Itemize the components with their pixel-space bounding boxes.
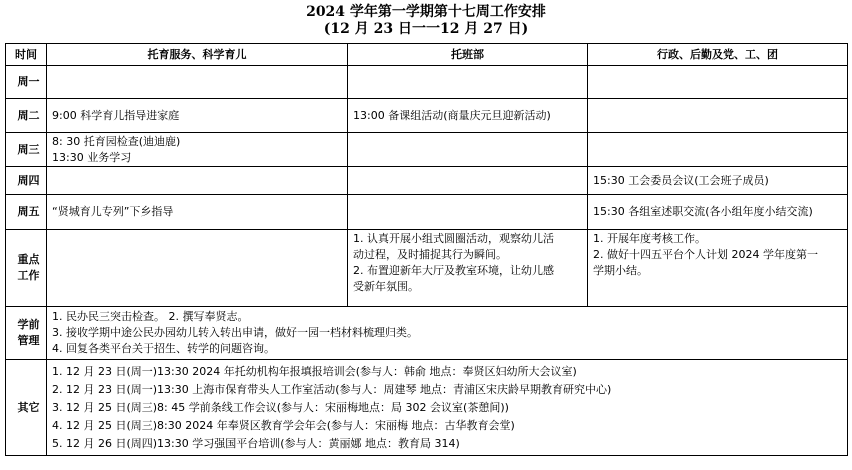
cell-tue-childcare: 9:00 科学育儿指导进家庭 [47, 99, 348, 133]
cell-mon-admin [588, 66, 848, 99]
header-nursery: 托班部 [348, 44, 588, 66]
other-line: 5. 12 月 26 日(周四)13:30 学习强国平台培训(参与人：黄丽娜 地点：教育局 314) [52, 436, 460, 450]
row-monday [6, 66, 848, 99]
wed-item-1: 8: 30 托育园检查(迪迪鹿) [52, 134, 181, 148]
cell-thu-childcare [47, 167, 348, 195]
key-admin-line: 学期小结。 [593, 264, 648, 277]
cell-wed-nursery [348, 133, 588, 167]
wed-item-2: 13:30 业务学习 [52, 150, 132, 164]
cell-preschool [47, 307, 848, 360]
title-line-2: (12 月 23 日一一12 月 27 日) [323, 21, 529, 37]
key-work-label: 重点 工作 [6, 230, 47, 307]
other-line: 1. 12 月 23 日(周一)13:30 2024 年托幼机构年报填报培训会(参与人：韩俞 地点：奉贤区妇幼所大会议室) [52, 364, 577, 378]
key-nursery-line: 2. 布置迎新年大厅及教室环境，让幼儿感 [353, 264, 554, 277]
other-line: 2. 12 月 23 日(周一)13:30 上海市保育带头人工作室活动(参与人：周建琴 地点：青浦区宋庆龄早期教育研究中心) [52, 382, 612, 396]
day-thursday: 周四 [6, 167, 47, 195]
cell-fri-nursery [348, 195, 588, 230]
cell-wed-childcare [47, 133, 348, 167]
day-monday: 周一 [6, 66, 47, 99]
day-wednesday: 周三 [6, 133, 47, 167]
row-thursday [6, 167, 848, 195]
preschool-line: 3. 接收学期中途公民办园幼儿转入转出申请，做好一园一档材料梳理归类。 [52, 326, 418, 339]
cell-mon-nursery [348, 66, 588, 99]
preschool-line: 4. 回复各类平台关于招生、转学的问题咨询。 [52, 342, 275, 355]
other-line: 3. 12 月 25 日(周三)8: 45 学前条线工作会议(参与人：宋丽梅地点：局 302 会议室(茶憩间)) [52, 400, 509, 414]
row-tuesday [6, 99, 848, 133]
header-admin: 行政、后勤及党、工、团 [588, 44, 848, 66]
cell-tue-admin [588, 99, 848, 133]
day-friday: 周五 [6, 195, 47, 230]
cell-tue-nursery: 13:00 备课组活动(商量庆元旦迎新活动) [348, 99, 588, 133]
schedule-table [5, 43, 848, 456]
cell-key-admin [588, 230, 848, 307]
title-line-1: 2024 学年第一学期第十七周工作安排 [306, 4, 546, 20]
other-line: 4. 12 月 25 日(周三)8:30 2024 年奉贤区教育学会年会(参与人：宋丽梅 地点：古华教育会堂) [52, 418, 515, 432]
key-nursery-line: 1. 认真开展小组式圆圈活动，观察幼儿活 [353, 232, 554, 245]
cell-thu-nursery [348, 167, 588, 195]
document-title [0, 4, 852, 38]
cell-thu-admin: 15:30 工会委员会议(工会班子成员) [588, 167, 848, 195]
row-wednesday [6, 133, 848, 167]
key-nursery-line: 动过程，及时捕捉其行为瞬间。 [353, 248, 507, 261]
cell-other [47, 360, 848, 456]
other-label: 其它 [6, 360, 47, 456]
day-tuesday: 周二 [6, 99, 47, 133]
cell-key-childcare [47, 230, 348, 307]
cell-key-nursery [348, 230, 588, 307]
header-row [6, 44, 848, 66]
row-friday [6, 195, 848, 230]
preschool-line: 1. 民办民三突击检查。 2. 撰写奉贤志。 [52, 310, 249, 323]
row-key-work [6, 230, 848, 307]
preschool-label: 学前 管理 [6, 307, 47, 360]
key-admin-line: 1. 开展年度考核工作。 [593, 232, 706, 245]
cell-wed-admin [588, 133, 848, 167]
header-time: 时间 [6, 44, 47, 66]
cell-mon-childcare [47, 66, 348, 99]
row-other [6, 360, 848, 456]
key-admin-line: 2. 做好十四五平台个人计划 2024 学年度第一 [593, 248, 818, 261]
row-preschool [6, 307, 848, 360]
cell-fri-admin: 15:30 各组室述职交流(各小组年度小结交流) [588, 195, 848, 230]
cell-fri-childcare: “贤城育儿专列”下乡指导 [47, 195, 348, 230]
key-nursery-line: 受新年氛围。 [353, 280, 419, 293]
header-childcare: 托育服务、科学育儿 [47, 44, 348, 66]
